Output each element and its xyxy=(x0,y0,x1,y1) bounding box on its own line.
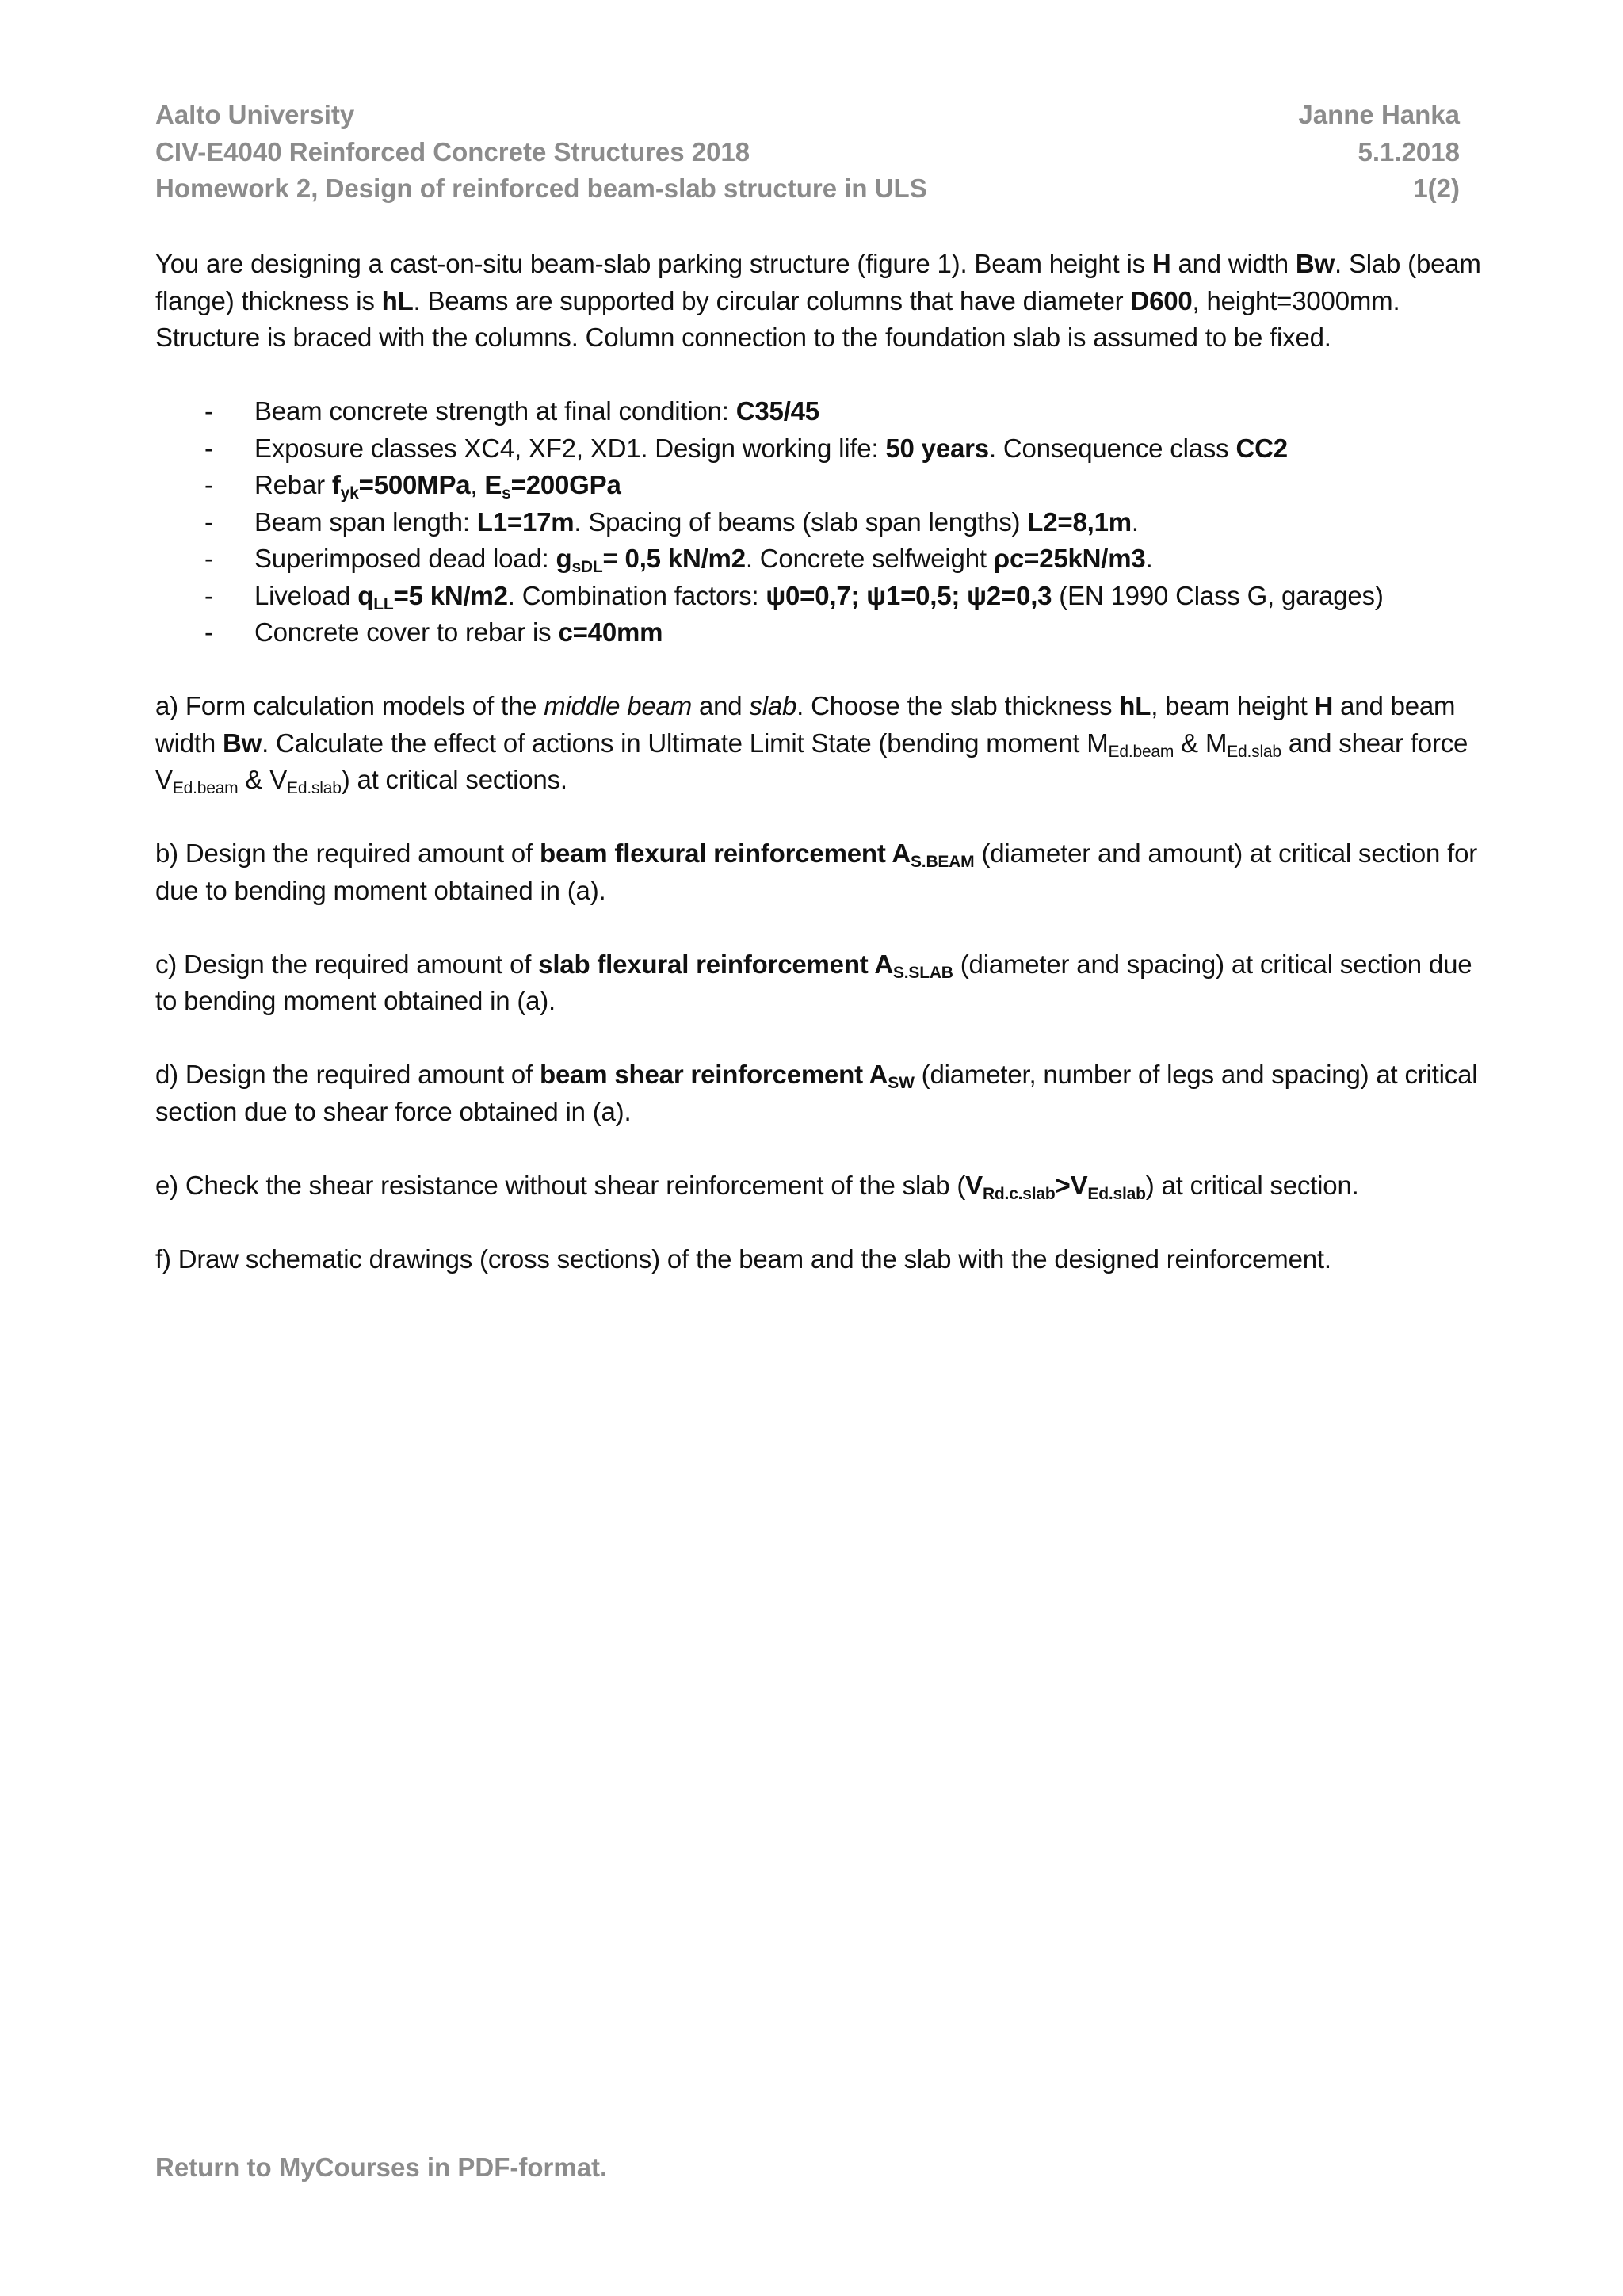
task-text: . Choose the slab thickness xyxy=(796,691,1120,720)
symbol-base: g xyxy=(556,544,572,573)
list-item-live-load xyxy=(155,578,1487,615)
paragraph-gap xyxy=(155,799,1487,836)
list-dash: - xyxy=(204,396,213,426)
symbol-value: = 0,5 kN/m2 xyxy=(602,544,746,573)
list-dash: - xyxy=(204,433,213,463)
intro-text: . Beams are supported by circular columns that have diameter xyxy=(413,285,1131,315)
symbol-subscript: S.SLAB xyxy=(892,963,953,982)
task-text: and beam width xyxy=(155,691,1456,758)
design-working-life: 50 years xyxy=(885,433,989,463)
task-text: e) Check the shear resistance without shear reinforcement of the slab ( xyxy=(155,1170,966,1200)
list-item-exposure xyxy=(155,430,1487,468)
header-row-3 xyxy=(155,170,1460,208)
live-load-value xyxy=(357,580,508,613)
header-row-1 xyxy=(155,97,1460,134)
task-text: ) at critical section. xyxy=(1145,1170,1359,1200)
concrete-cover: c=40mm xyxy=(558,617,663,647)
intro-text: , height=3000mm. Structure is braced with the columns. Column connection to the foundation slab is assumed to be fixed. xyxy=(155,285,1400,352)
task-text: and xyxy=(691,691,750,720)
symbol-base: q xyxy=(357,580,374,610)
paragraph-gap xyxy=(155,1204,1487,1241)
concrete-class: C35/45 xyxy=(735,396,819,426)
emphasis-text: slab xyxy=(749,691,797,720)
rebar-yield-strength xyxy=(331,470,471,502)
list-text: Concrete cover to rebar is xyxy=(254,617,559,647)
symbol-subscript: sDL xyxy=(571,558,603,576)
symbol-subscript: yk xyxy=(340,484,359,502)
list-text: Beam span length: xyxy=(254,506,477,537)
symbol-subscript: Ed.beam xyxy=(1108,742,1174,761)
column-diameter: D600 xyxy=(1130,285,1193,315)
emphasis-text: beam flexural reinforcement A xyxy=(540,839,911,868)
list-dash: - xyxy=(204,506,213,537)
symbol-value: =200GPa xyxy=(510,470,621,499)
task-text: ) at critical sections. xyxy=(341,765,567,794)
task-a-paragraph xyxy=(155,688,1487,799)
list-text: (EN 1990 Class G, garages) xyxy=(1052,580,1384,610)
list-text: Liveload xyxy=(254,580,358,610)
list-item-concrete-strength xyxy=(155,393,1487,430)
paragraph-gap xyxy=(155,651,1487,689)
rebar-elastic-modulus xyxy=(484,470,621,502)
task-text: and shear force V xyxy=(155,728,1468,794)
list-text: Beam concrete strength at final condition: xyxy=(254,396,736,426)
list-text: . Spacing of beams (slab span lengths) xyxy=(574,506,1028,537)
list-text: , xyxy=(470,470,485,499)
symbol-subscript: SW xyxy=(888,1074,915,1092)
course-title: CIV-E4040 Reinforced Concrete Structures 2018 xyxy=(155,136,750,166)
beam-width-symbol: Bw xyxy=(1295,249,1335,278)
task-text: (diameter and spacing) at critical section due to bending moment obtained in (a). xyxy=(155,949,1472,1015)
list-dash: - xyxy=(204,470,213,499)
emphasis-text: middle beam xyxy=(544,691,692,720)
beam-height-symbol: H xyxy=(1151,249,1171,278)
list-dash: - xyxy=(204,580,213,610)
task-b-paragraph xyxy=(155,835,1487,909)
list-item-span xyxy=(155,504,1487,541)
intro-text: You are designing a cast-on-situ beam-slab parking structure (figure 1). Beam height is xyxy=(155,249,1152,278)
beam-width-symbol: Bw xyxy=(223,728,262,758)
task-text: c) Design the required amount of xyxy=(155,949,539,979)
intro-text: and width xyxy=(1170,249,1296,278)
page-number: 1(2) xyxy=(1413,174,1460,203)
slab-thickness-symbol: hL xyxy=(1119,691,1151,720)
task-emphasis xyxy=(965,1170,1146,1203)
list-text: . xyxy=(1145,544,1153,573)
task-text: , beam height xyxy=(1151,691,1315,720)
combination-factors: ψ0=0,7; ψ1=0,5; ψ2=0,3 xyxy=(766,580,1052,610)
symbol-subscript: S.BEAM xyxy=(911,853,975,871)
page-footer: Return to MyCourses in PDF-format. xyxy=(155,2153,608,2182)
list-text: Rebar xyxy=(254,470,332,499)
university-name: Aalto University xyxy=(155,100,355,129)
consequence-class: CC2 xyxy=(1235,433,1288,463)
symbol-base: f xyxy=(331,470,341,499)
task-text: d) Design the required amount of xyxy=(155,1060,540,1089)
beam-span-length: L1=17m xyxy=(476,506,575,537)
document-date: 5.1.2018 xyxy=(1358,136,1460,166)
symbol-value: =500MPa xyxy=(358,470,471,499)
task-d-paragraph xyxy=(155,1056,1487,1130)
list-item-cover xyxy=(155,614,1487,651)
emphasis-text: >V xyxy=(1055,1170,1088,1200)
symbol-base: E xyxy=(484,470,502,499)
list-dash: - xyxy=(204,544,213,573)
design-parameters-list xyxy=(155,393,1487,651)
symbol-subscript: LL xyxy=(373,594,394,613)
task-e-paragraph xyxy=(155,1167,1487,1205)
homework-title: Homework 2, Design of reinforced beam-slab structure in ULS xyxy=(155,174,927,203)
task-text: (diameter, number of legs and spacing) at critical section due to shear force obtained in (a). xyxy=(155,1060,1478,1126)
page-header xyxy=(155,97,1460,208)
beam-height-symbol: H xyxy=(1314,691,1334,720)
task-text: a) Form calculation models of the xyxy=(155,691,544,720)
emphasis-text: slab flexural reinforcement A xyxy=(538,949,893,979)
task-text: f) Draw schematic drawings (cross sections) of the beam and the slab with the designed reinforcement. xyxy=(155,1244,1331,1274)
list-text: Superimposed dead load: xyxy=(254,544,556,573)
symbol-value: =5 kN/m2 xyxy=(393,580,508,610)
symbol-subscript: Ed.slab xyxy=(1087,1184,1146,1203)
list-item-rebar xyxy=(155,467,1487,504)
list-text: . Consequence class xyxy=(988,433,1236,463)
paragraph-gap xyxy=(155,1130,1487,1167)
list-text: . Concrete selfweight xyxy=(745,544,994,573)
concrete-selfweight: ρc=25kN/m3 xyxy=(993,544,1146,573)
symbol-subscript: Rd.c.slab xyxy=(982,1184,1056,1203)
symbol-subscript: Ed.slab xyxy=(1227,742,1281,761)
header-row-2 xyxy=(155,134,1460,171)
task-c-paragraph xyxy=(155,946,1487,1020)
task-emphasis xyxy=(538,949,953,982)
list-dash: - xyxy=(204,617,213,647)
emphasis-text: V xyxy=(965,1170,983,1200)
list-text: . xyxy=(1131,506,1139,537)
paragraph-gap xyxy=(155,1020,1487,1057)
list-item-dead-load xyxy=(155,541,1487,578)
task-emphasis xyxy=(540,1060,915,1092)
symbol-subscript: Ed.beam xyxy=(172,779,239,797)
beam-spacing: L2=8,1m xyxy=(1027,506,1132,537)
task-emphasis xyxy=(540,839,975,871)
document-body xyxy=(155,246,1487,1278)
slab-thickness-symbol: hL xyxy=(381,285,414,315)
list-text: Exposure classes XC4, XF2, XD1. Design working life: xyxy=(254,433,886,463)
superimposed-dead-load xyxy=(556,544,746,576)
task-text: . Calculate the effect of actions in Ultimate Limit State (bending moment M xyxy=(262,728,1109,758)
task-text: & V xyxy=(238,765,288,794)
author-name: Janne Hanka xyxy=(1298,100,1460,129)
task-text: b) Design the required amount of xyxy=(155,839,540,868)
paragraph-gap xyxy=(155,357,1487,394)
emphasis-text: beam shear reinforcement A xyxy=(540,1060,888,1089)
symbol-subscript: s xyxy=(502,484,511,502)
intro-text: . Slab (beam flange) thickness is xyxy=(155,249,1481,315)
task-text: & M xyxy=(1174,728,1228,758)
list-text: . Combination factors: xyxy=(507,580,766,610)
task-f-paragraph xyxy=(155,1241,1487,1278)
intro-paragraph xyxy=(155,246,1487,357)
paragraph-gap xyxy=(155,909,1487,946)
task-text: (diameter and amount) at critical section for due to bending moment obtained in (a). xyxy=(155,839,1478,905)
symbol-subscript: Ed.slab xyxy=(287,779,342,797)
